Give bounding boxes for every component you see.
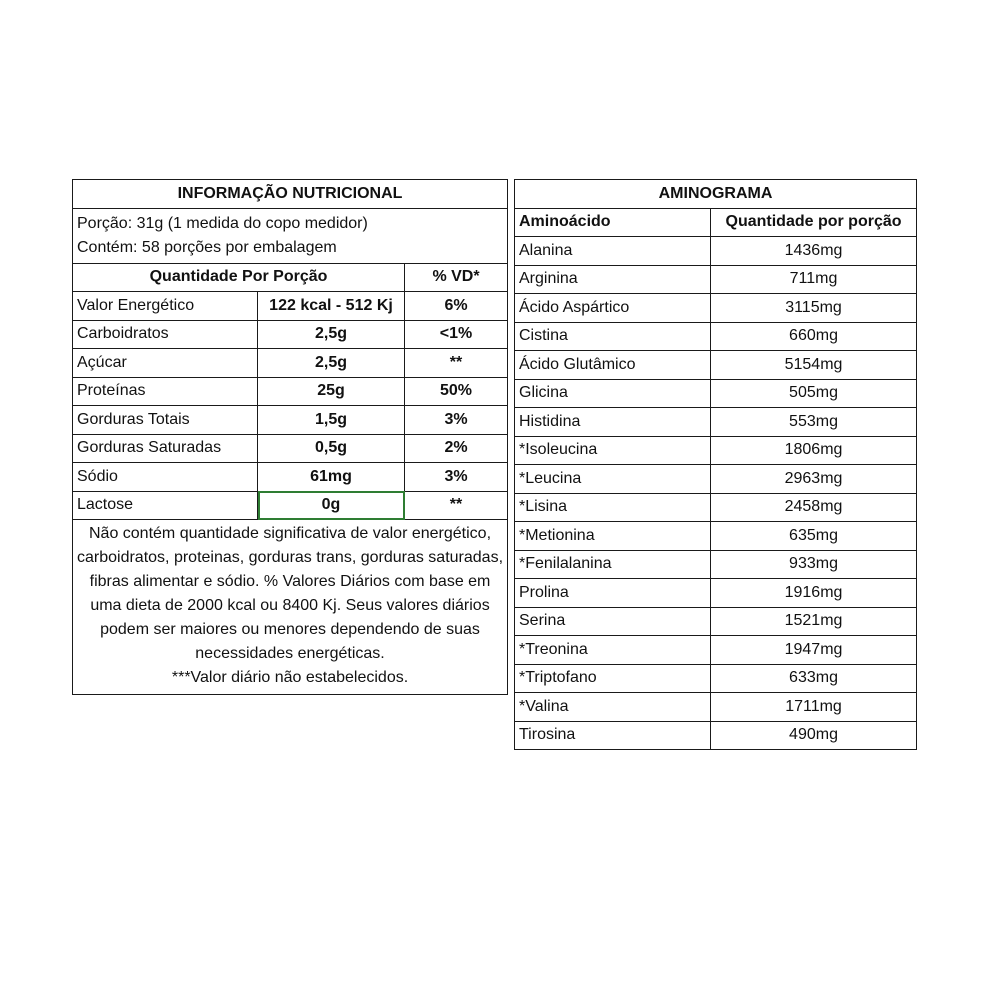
- table-row: [515, 465, 917, 494]
- aminoacid-quantity: 505mg: [711, 379, 917, 408]
- aminoacid-name: *Triptofano: [515, 664, 711, 693]
- aminoacid-name: *Fenilalanina: [515, 550, 711, 579]
- aminoacid-quantity: 635mg: [711, 522, 917, 551]
- nutrition-header-row: [73, 263, 508, 292]
- table-row: [515, 693, 917, 722]
- aminoacid-quantity: 1711mg: [711, 693, 917, 722]
- aminoacid-quantity: 633mg: [711, 664, 917, 693]
- nutrient-value: 1,5g: [258, 406, 405, 435]
- nutrient-vd: 50%: [405, 377, 508, 406]
- nutrient-vd: 3%: [405, 463, 508, 492]
- table-row: [515, 408, 917, 437]
- table-row: [515, 607, 917, 636]
- nutrition-portion-row: [73, 208, 508, 263]
- table-row: [515, 294, 917, 323]
- table-row: [515, 351, 917, 380]
- nutrient-value: 2,5g: [258, 349, 405, 378]
- aminogram-header-row: [515, 208, 917, 237]
- header-quantity-per-portion: Quantidade por porção: [711, 208, 917, 237]
- table-row: [515, 636, 917, 665]
- nutrient-value: 2,5g: [258, 320, 405, 349]
- nutrient-value-selected-cell[interactable]: 0g: [258, 491, 405, 520]
- aminoacid-quantity: 2458mg: [711, 493, 917, 522]
- nutrient-vd: <1%: [405, 320, 508, 349]
- aminoacid-name: Ácido Glutâmico: [515, 351, 711, 380]
- nutrient-name: Gorduras Saturadas: [73, 434, 258, 463]
- table-row: [515, 436, 917, 465]
- nutrient-vd: **: [405, 349, 508, 378]
- nutrition-note-cell: [73, 520, 508, 695]
- contains-text: Contém: 58 porções por embalagem: [77, 238, 337, 256]
- aminoacid-quantity: 5154mg: [711, 351, 917, 380]
- aminoacid-quantity: 1806mg: [711, 436, 917, 465]
- table-row: [73, 349, 508, 378]
- aminoacid-quantity: 2963mg: [711, 465, 917, 494]
- nutrient-name: Açúcar: [73, 349, 258, 378]
- table-row: [73, 463, 508, 492]
- nutrient-value: 25g: [258, 377, 405, 406]
- table-row: [515, 721, 917, 750]
- aminoacid-name: *Lisina: [515, 493, 711, 522]
- nutrition-note-2: ***Valor diário não estabelecidos.: [171, 669, 409, 686]
- nutrient-value: 61mg: [258, 463, 405, 492]
- nutrition-portion-info: [73, 208, 508, 263]
- header-aminoacid: Aminoácido: [515, 208, 711, 237]
- table-row: [73, 320, 508, 349]
- nutrient-value: 122 kcal - 512 Kj: [258, 292, 405, 321]
- table-row: [515, 322, 917, 351]
- nutrient-vd: 2%: [405, 434, 508, 463]
- aminoacid-name: *Leucina: [515, 465, 711, 494]
- nutrient-value: 0,5g: [258, 434, 405, 463]
- aminoacid-quantity: 553mg: [711, 408, 917, 437]
- aminoacid-name: *Metionina: [515, 522, 711, 551]
- table-row: [73, 292, 508, 321]
- table-row: [515, 237, 917, 266]
- aminoacid-quantity: 3115mg: [711, 294, 917, 323]
- aminogram-table: [514, 179, 917, 750]
- aminoacid-name: Prolina: [515, 579, 711, 608]
- nutrient-name: Sódio: [73, 463, 258, 492]
- table-row: [73, 377, 508, 406]
- aminoacid-name: *Isoleucina: [515, 436, 711, 465]
- nutrient-vd: 6%: [405, 292, 508, 321]
- aminoacid-name: *Treonina: [515, 636, 711, 665]
- aminoacid-name: Tirosina: [515, 721, 711, 750]
- aminogram-title: AMINOGRAMA: [515, 180, 917, 209]
- header-quantity: Quantidade Por Porção: [73, 263, 405, 292]
- table-row: [515, 579, 917, 608]
- aminoacid-quantity: 1947mg: [711, 636, 917, 665]
- aminogram-title-row: [515, 180, 917, 209]
- table-row: [515, 664, 917, 693]
- table-row: [515, 379, 917, 408]
- table-row: [515, 265, 917, 294]
- aminoacid-name: Serina: [515, 607, 711, 636]
- aminoacid-name: *Valina: [515, 693, 711, 722]
- aminoacid-quantity: 1436mg: [711, 237, 917, 266]
- table-row: [515, 522, 917, 551]
- nutrient-name: Valor Energético: [73, 292, 258, 321]
- nutrient-vd: 3%: [405, 406, 508, 435]
- aminoacid-quantity: 1916mg: [711, 579, 917, 608]
- portion-text: Porção: 31g (1 medida do copo medidor): [77, 214, 368, 232]
- aminoacid-quantity: 490mg: [711, 721, 917, 750]
- aminoacid-name: Histidina: [515, 408, 711, 437]
- table-row: [73, 491, 508, 520]
- nutrient-name: Carboidratos: [73, 320, 258, 349]
- nutrition-title: INFORMAÇÃO NUTRICIONAL: [73, 180, 508, 209]
- header-vd: % VD*: [405, 263, 508, 292]
- nutrition-note: Não contém quantidade significativa de valor energético, carboidratos, proteinas, gorduras trans, gorduras saturadas, fibras alimentar e sódio. % Valores Diários com base em uma dieta de 2000 kcal ou 8400 Kj. Seus valores diários podem ser maiores ou menores dependendo de suas necessidades energéticas.: [77, 525, 504, 662]
- nutrition-note-row: [73, 520, 508, 695]
- aminoacid-quantity: 933mg: [711, 550, 917, 579]
- aminoacid-name: Alanina: [515, 237, 711, 266]
- aminoacid-name: Ácido Aspártico: [515, 294, 711, 323]
- nutrient-name: Proteínas: [73, 377, 258, 406]
- table-row: [515, 550, 917, 579]
- nutrient-name: Lactose: [73, 491, 258, 520]
- nutrient-name: Gorduras Totais: [73, 406, 258, 435]
- aminoacid-name: Arginina: [515, 265, 711, 294]
- aminoacid-quantity: 1521mg: [711, 607, 917, 636]
- nutrient-vd: **: [405, 491, 508, 520]
- nutrition-table: [72, 179, 508, 695]
- table-row: [515, 493, 917, 522]
- table-row: [73, 434, 508, 463]
- nutrition-title-row: [73, 180, 508, 209]
- table-row: [73, 406, 508, 435]
- aminoacid-name: Glicina: [515, 379, 711, 408]
- aminoacid-quantity: 660mg: [711, 322, 917, 351]
- aminoacid-quantity: 711mg: [711, 265, 917, 294]
- aminoacid-name: Cistina: [515, 322, 711, 351]
